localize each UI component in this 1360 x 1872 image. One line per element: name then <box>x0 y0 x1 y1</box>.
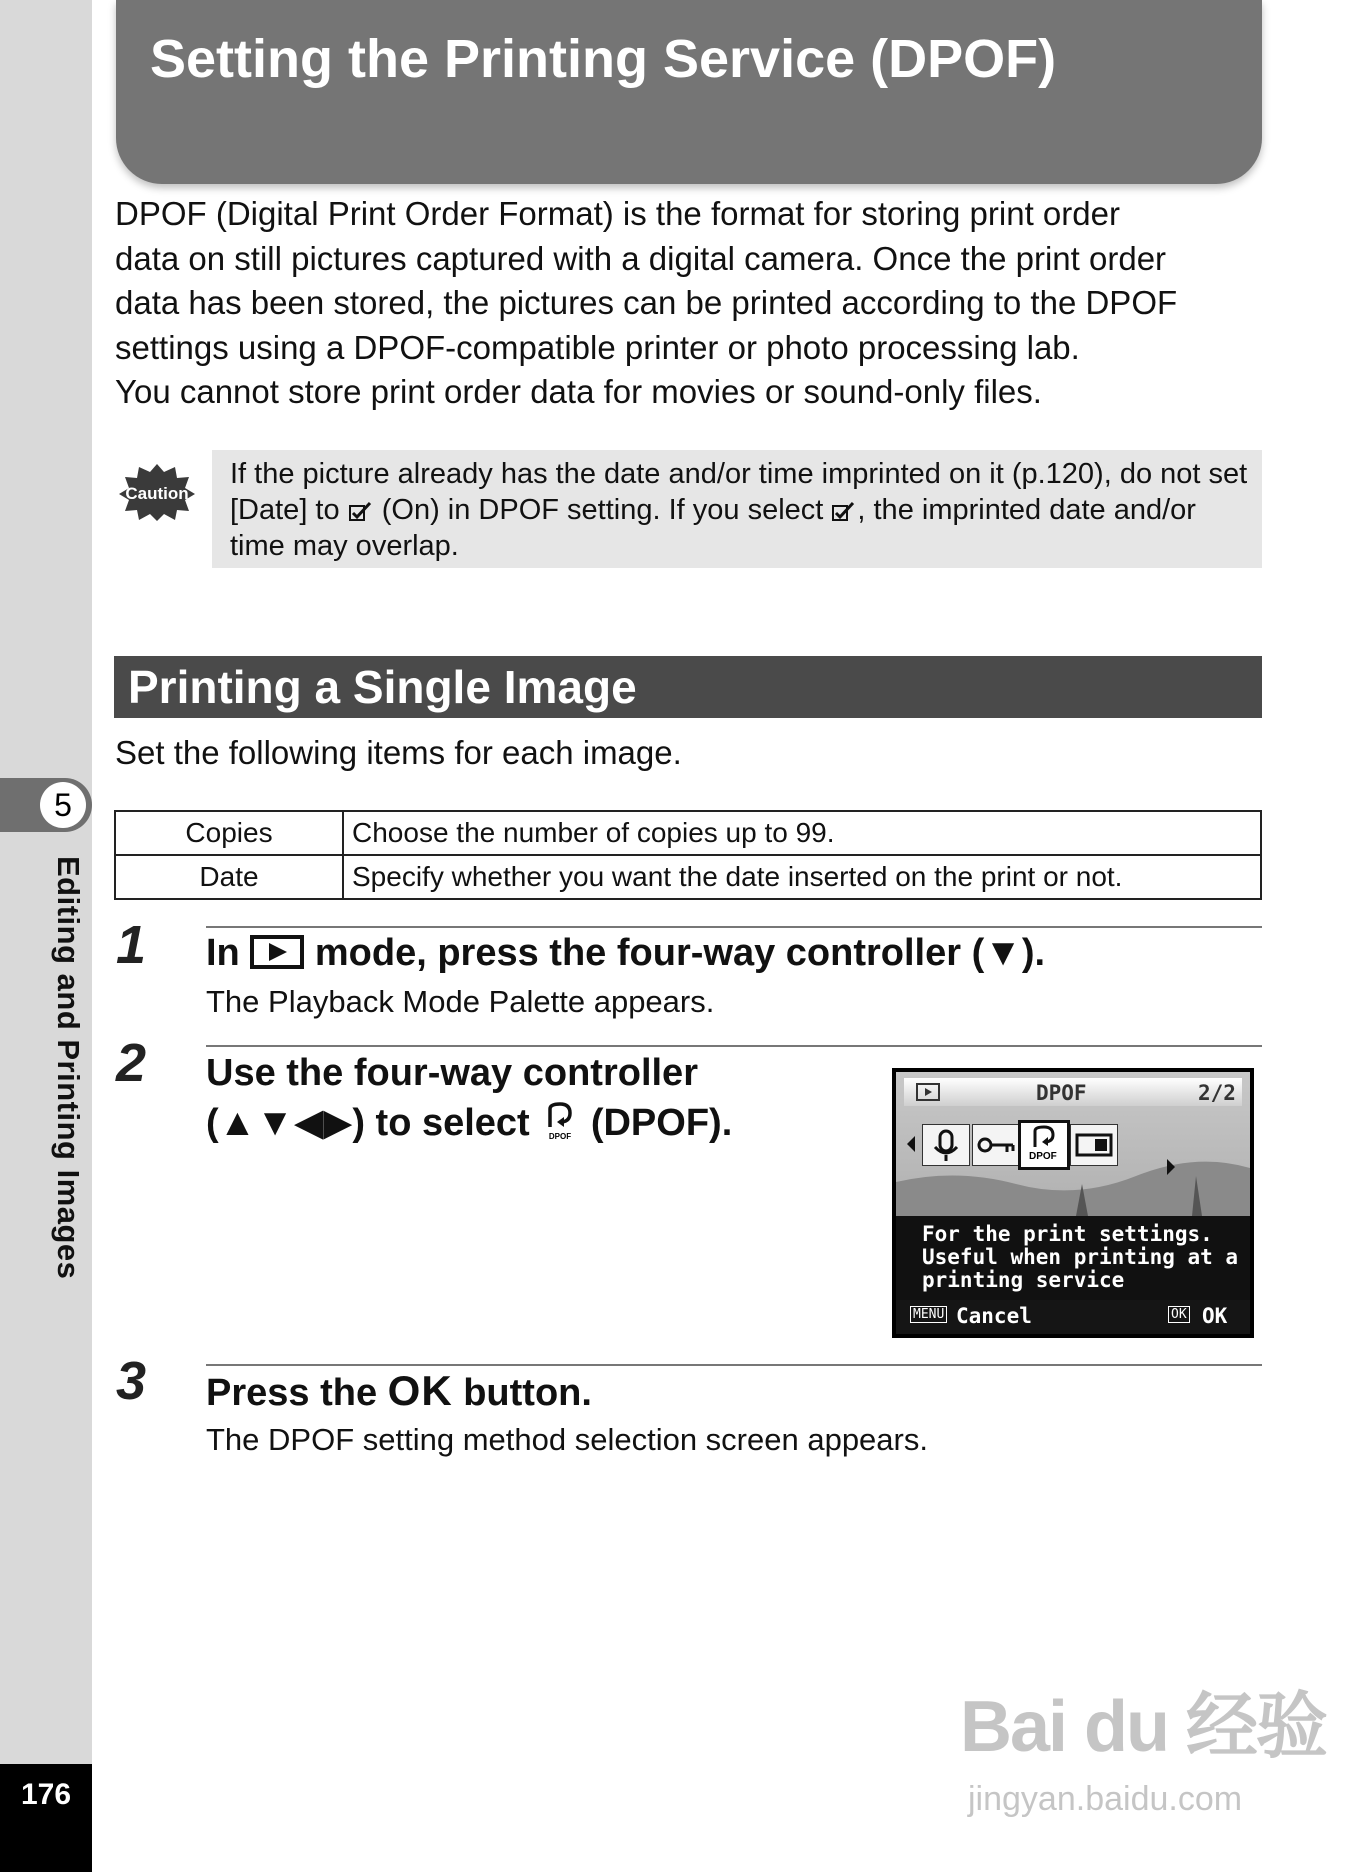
camera-screen <box>892 1068 1254 1338</box>
intro-line: data on still pictures captured with a digital camera. Once the print order <box>115 239 1167 277</box>
playback-icon <box>250 935 304 969</box>
ok-badge: OK <box>1168 1306 1190 1323</box>
svg-text:DPOF: DPOF <box>549 1132 572 1141</box>
step-heading-text: button. <box>452 1372 592 1414</box>
screen-message-line: For the print settings. <box>922 1222 1213 1246</box>
step-heading <box>206 1366 592 1418</box>
caution-label: Caution <box>125 484 189 503</box>
table-cell-name: Copies <box>115 811 343 855</box>
step-description: The Playback Mode Palette appears. <box>206 984 715 1019</box>
key-icon <box>973 1125 1019 1165</box>
palette-startup-screen <box>1070 1124 1118 1166</box>
step-description: The DPOF setting method selection screen appears. <box>206 1422 928 1457</box>
step-heading-text: (DPOF). <box>580 1102 733 1144</box>
screen-bottom-bar <box>896 1300 1250 1334</box>
step-heading-text: Press the <box>206 1372 388 1414</box>
caution-text-part: , the imprinted date and/or time may overlap. <box>230 494 1196 562</box>
step-heading <box>206 928 1045 978</box>
arrow-left-icon <box>906 1135 916 1153</box>
watermark-url: jingyan.baidu.com <box>968 1780 1243 1818</box>
screen-message-line: printing service <box>922 1268 1125 1292</box>
section-title: Printing a Single Image <box>128 661 637 713</box>
step-heading-line <box>206 1098 732 1148</box>
caution-text-part: (On) in DPOF setting. If you select <box>373 494 832 526</box>
screen-ok-label: OK <box>1202 1304 1228 1328</box>
palette-dpof-label: DPOF <box>1029 1151 1057 1162</box>
screen-icon <box>1071 1125 1117 1165</box>
watermark-logo: Bai du 经验 <box>960 1687 1327 1767</box>
step-number: 3 <box>116 1351 147 1411</box>
table-cell-desc: Specify whether you want the date inserted on the print or not. <box>343 855 1261 899</box>
step-heading-line: Use the four-way controller <box>206 1052 698 1094</box>
step-heading-text: In <box>206 932 251 974</box>
intro-line: DPOF (Digital Print Order Format) is the format for storing print order <box>115 195 1120 232</box>
palette-protect <box>972 1124 1020 1166</box>
step-number: 1 <box>116 915 147 975</box>
page-title: Setting the Printing Service (DPOF) <box>150 29 1057 89</box>
checkbox-icon <box>348 500 374 522</box>
arrow-right-icon <box>1166 1158 1176 1176</box>
table-row <box>115 855 1261 899</box>
caution-icon <box>118 462 196 522</box>
screen-display <box>896 1072 1250 1334</box>
table-row <box>115 811 1261 855</box>
checkbox-icon <box>831 500 857 522</box>
playback-mode-icon <box>916 1083 940 1101</box>
step-heading-text: (▲▼◀▶) to select <box>206 1102 541 1144</box>
intro-line: settings using a DPOF-compatible printer or photo processing lab. <box>115 328 1080 366</box>
step-divider <box>206 1045 1262 1047</box>
step-number: 2 <box>116 1033 147 1093</box>
screen-cancel-label: Cancel <box>956 1304 1032 1328</box>
chapter-title: Editing and Printing Images <box>51 856 86 1280</box>
step-heading <box>206 1048 732 1148</box>
step-heading-text: mode, press the four-way controller (▼). <box>304 932 1046 974</box>
table-cell-name: Date <box>115 855 343 899</box>
intro-line: You cannot store print order data for movies or sound-only files. <box>115 373 1042 410</box>
section-intro: Set the following items for each image. <box>115 734 682 771</box>
caution-text <box>230 456 1250 564</box>
microphone-icon <box>923 1125 969 1165</box>
intro-paragraph <box>115 192 1265 415</box>
page-number: 176 <box>20 1778 72 1811</box>
palette-voice-memo <box>922 1124 970 1166</box>
dpof-icon <box>540 1101 580 1141</box>
menu-badge: MENU <box>910 1306 947 1323</box>
table-cell-desc: Choose the number of copies up to 99. <box>343 811 1261 855</box>
screen-page-indicator: 2/2 <box>1198 1081 1236 1105</box>
palette-dpof <box>1018 1120 1070 1170</box>
screen-message-line: Useful when printing at a <box>922 1245 1239 1269</box>
intro-line: data has been stored, the pictures can be printed according to the DPOF <box>115 284 1178 321</box>
screen-title: DPOF <box>1036 1081 1087 1105</box>
ok-button-glyph: OK <box>387 1367 453 1414</box>
chapter-number: 5 <box>40 782 86 828</box>
items-table <box>114 810 1262 900</box>
dpof-icon <box>1021 1123 1067 1151</box>
caution-text-part: If the picture already has the date and/or time imprinted on it (p.120), do not set [Date] to <box>230 458 1248 526</box>
